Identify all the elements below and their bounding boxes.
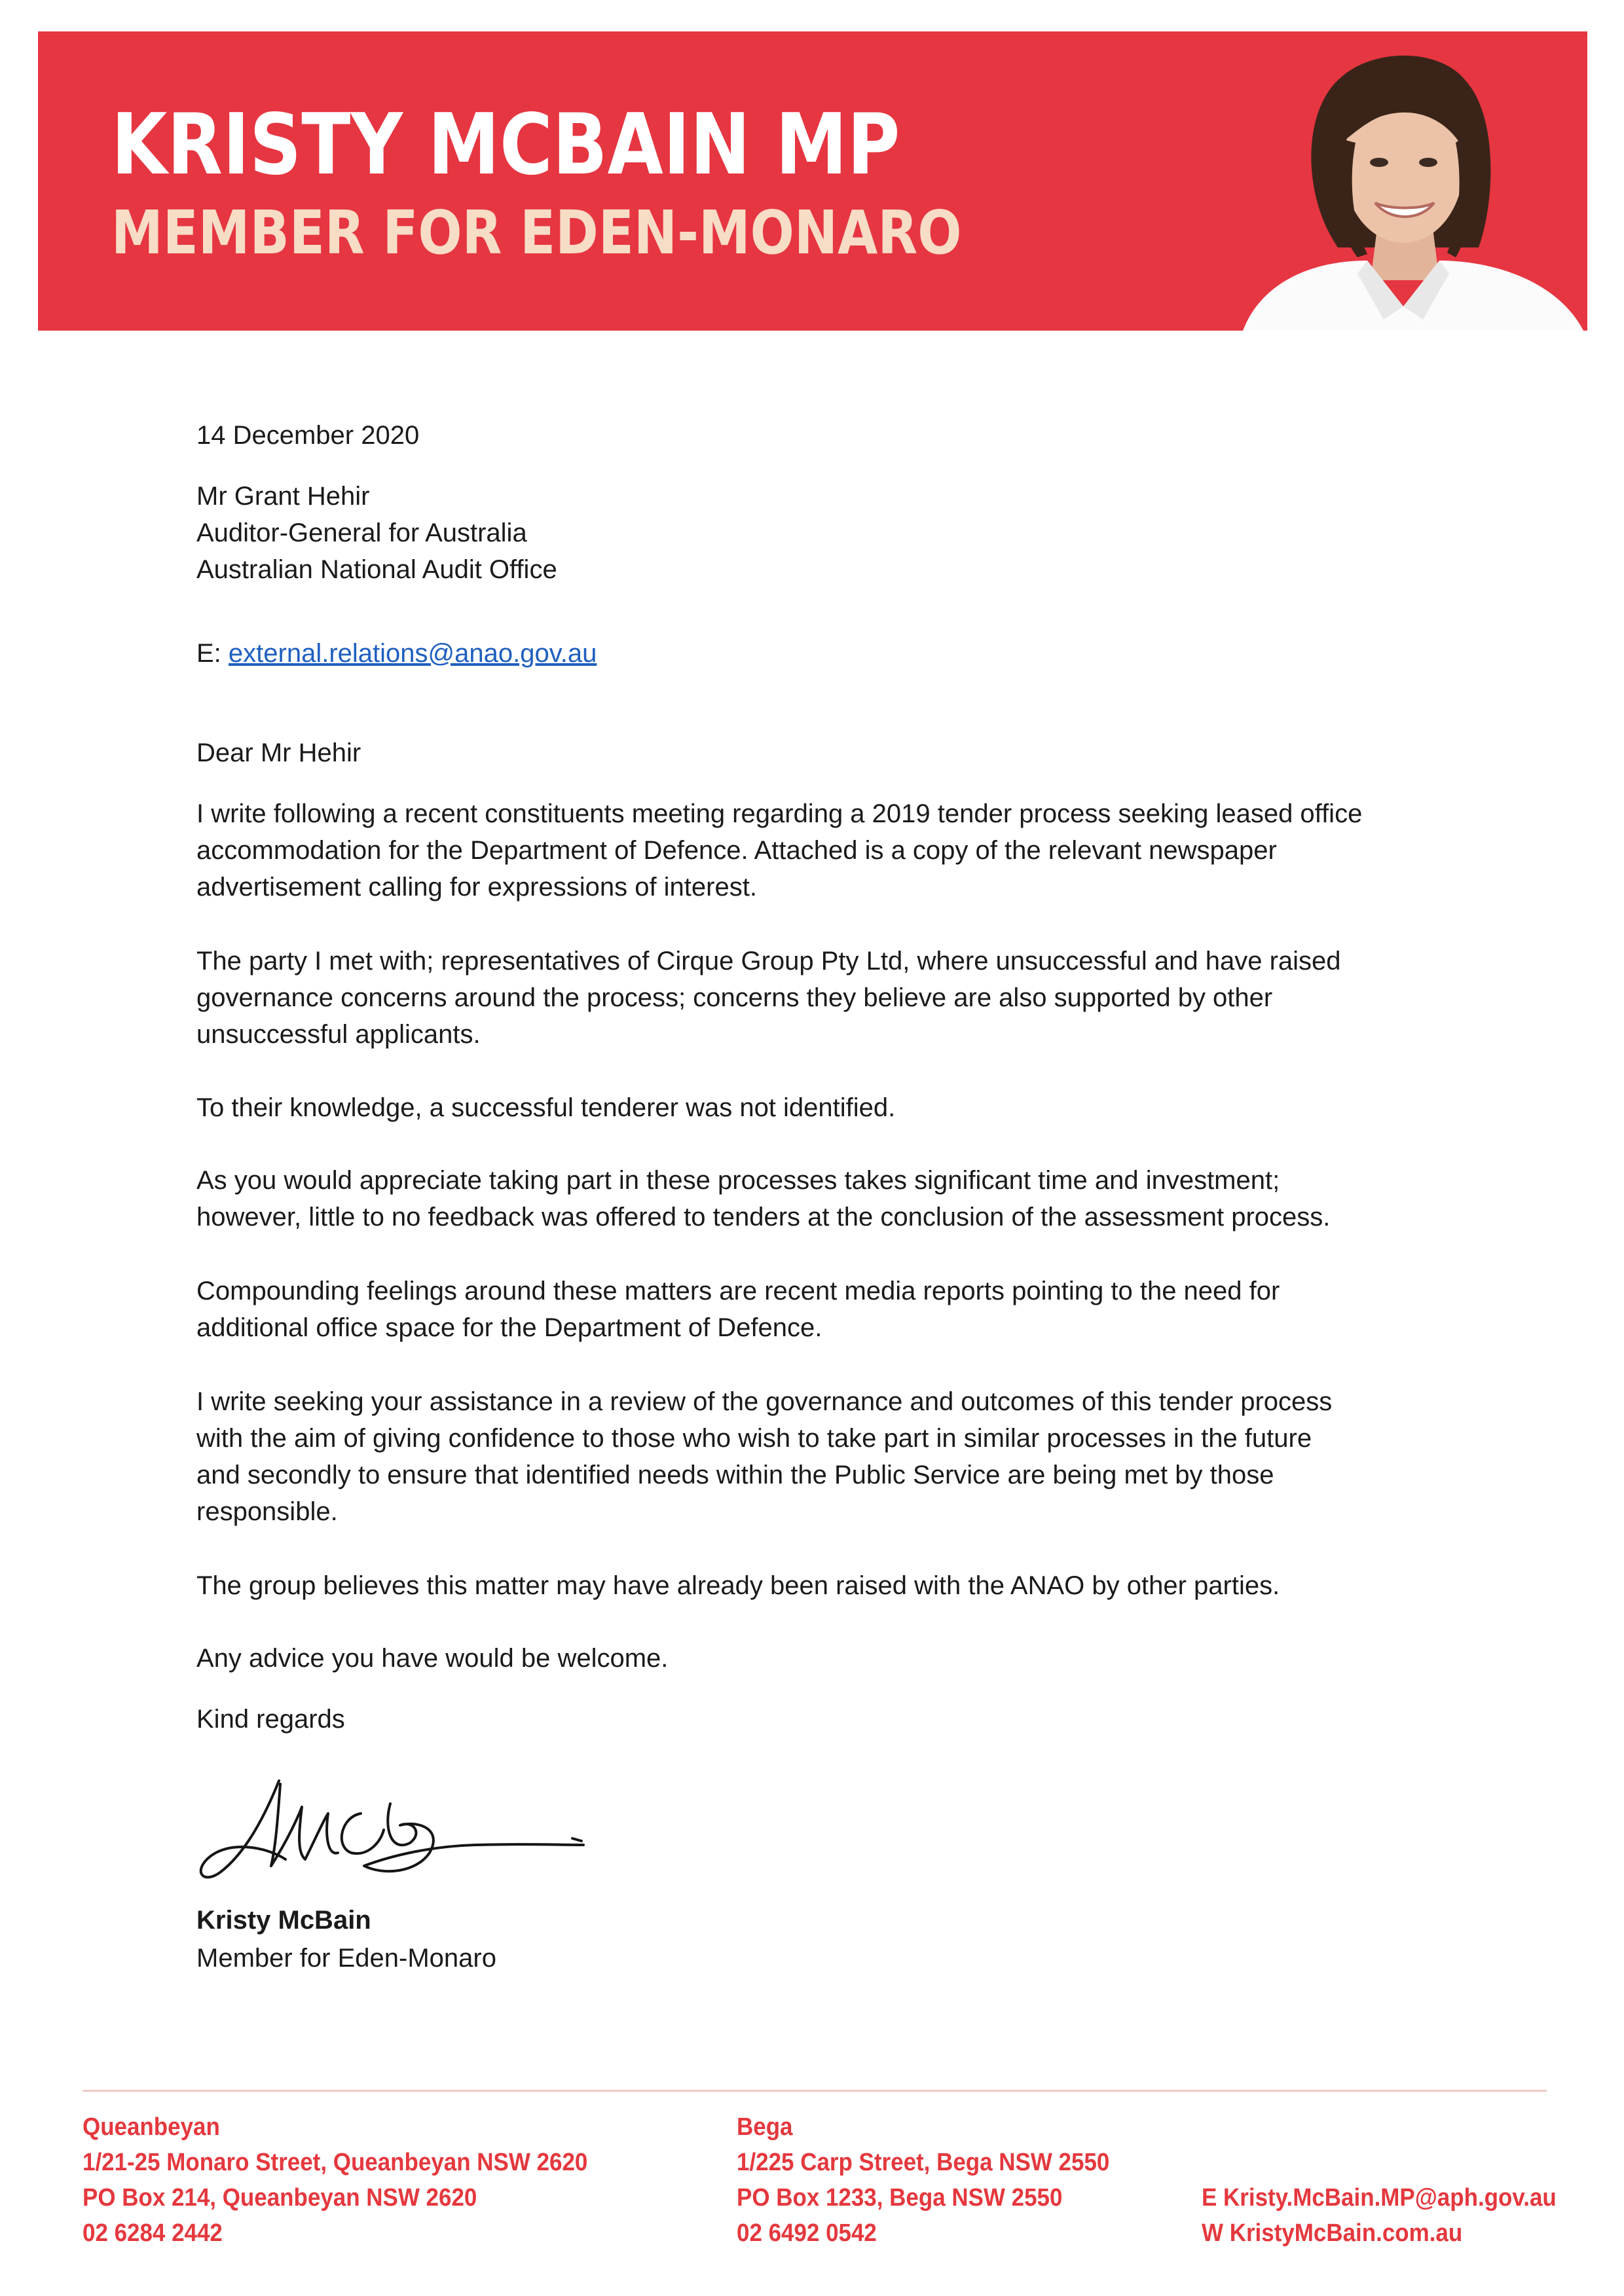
paragraph-line: As you would appreciate taking part in these processes takes significant time and investment; <box>196 1166 1280 1195</box>
paragraph-line: accommodation for the Department of Defence. Attached is a copy of the relevant newspaper <box>196 836 1277 865</box>
email-prefix: E: <box>196 639 229 668</box>
paragraph-8 <box>196 1640 668 1677</box>
signatory-title: Member for Eden-Monaro <box>196 1944 496 1973</box>
closing: Kind regards <box>196 1705 345 1734</box>
office-heading: Bega <box>737 2113 793 2141</box>
member-portrait-image <box>1204 31 1587 331</box>
paragraph-line: with the aim of giving confidence to those who wish to take part in similar processes in the future <box>196 1424 1312 1453</box>
letterhead-name: KRISTY MCBAIN MP <box>111 96 900 194</box>
paragraph-line: additional office space for the Department of Defence. <box>196 1313 822 1342</box>
paragraph-line: and secondly to ensure that identified needs within the Public Service are being met by those <box>196 1461 1274 1489</box>
paragraph-line: Compounding feelings around these matters are recent media reports pointing to the need for <box>196 1277 1280 1305</box>
paragraph-line: Any advice you have would be welcome. <box>196 1644 669 1673</box>
recipient-name: Mr Grant Hehir <box>196 482 370 511</box>
recipient-title: Auditor-General for Australia <box>196 519 527 547</box>
office-phone: 02 6284 2442 <box>83 2219 223 2247</box>
office-heading: Queanbeyan <box>83 2113 220 2141</box>
footer-contact <box>1202 2180 1587 2251</box>
paragraph-line: I write following a recent constituents meeting regarding a 2019 tender process seeking leased office <box>196 799 1363 828</box>
recipient-block <box>196 478 557 588</box>
footer-queanbeyan-office <box>83 2109 631 2251</box>
footer-bega-office <box>737 2109 1142 2251</box>
paragraph-3 <box>196 1089 895 1126</box>
paragraph-line: To their knowledge, a successful tenderer was not identified. <box>196 1093 896 1122</box>
paragraph-7 <box>196 1567 1280 1604</box>
paragraph-6 <box>196 1383 1332 1530</box>
contact-website[interactable]: W KristyMcBain.com.au <box>1202 2219 1463 2247</box>
paragraph-line: governance concerns around the process; concerns they believe are also supported by other <box>196 983 1273 1012</box>
paragraph-line: The party I met with; representatives of Cirque Group Pty Ltd, where unsuccessful and have raised <box>196 947 1341 975</box>
paragraph-line: advertisement calling for expressions of interest. <box>196 873 757 902</box>
paragraph-line: The group believes this matter may have already been raised with the ANAO by other parties. <box>196 1571 1280 1600</box>
office-po-box: PO Box 1233, Bega NSW 2550 <box>737 2184 1063 2212</box>
paragraph-4 <box>196 1162 1330 1235</box>
recipient-organisation: Australian National Audit Office <box>196 555 557 584</box>
paragraph-line: I write seeking your assistance in a review of the governance and outcomes of this tender process <box>196 1387 1333 1416</box>
office-po-box: PO Box 214, Queanbeyan NSW 2620 <box>83 2184 477 2212</box>
salutation: Dear Mr Hehir <box>196 738 361 767</box>
office-street: 1/21-25 Monaro Street, Queanbeyan NSW 2620 <box>83 2149 588 2176</box>
letterhead-subtitle: MEMBER FOR EDEN-MONARO <box>111 198 962 268</box>
paragraph-5 <box>196 1273 1280 1346</box>
footer-divider <box>83 2090 1547 2092</box>
recipient-email-link[interactable]: external.relations@anao.gov.au <box>228 639 597 668</box>
paragraph-line: responsible. <box>196 1497 338 1526</box>
letterhead-banner <box>38 31 1587 331</box>
paragraph-line: however, little to no feedback was offered to tenders at the conclusion of the assessment process. <box>196 1203 1331 1231</box>
paragraph-1 <box>196 795 1362 905</box>
signatory-name: Kristy McBain <box>196 1906 371 1935</box>
recipient-email-line <box>196 635 597 672</box>
office-phone: 02 6492 0542 <box>737 2219 877 2247</box>
letter-date: 14 December 2020 <box>196 421 420 450</box>
paragraph-line: unsuccessful applicants. <box>196 1020 481 1049</box>
contact-email[interactable]: E Kristy.McBain.MP@aph.gov.au <box>1202 2184 1557 2212</box>
paragraph-2 <box>196 943 1341 1053</box>
handwritten-signature <box>194 1768 587 1892</box>
office-street: 1/225 Carp Street, Bega NSW 2550 <box>737 2149 1110 2176</box>
